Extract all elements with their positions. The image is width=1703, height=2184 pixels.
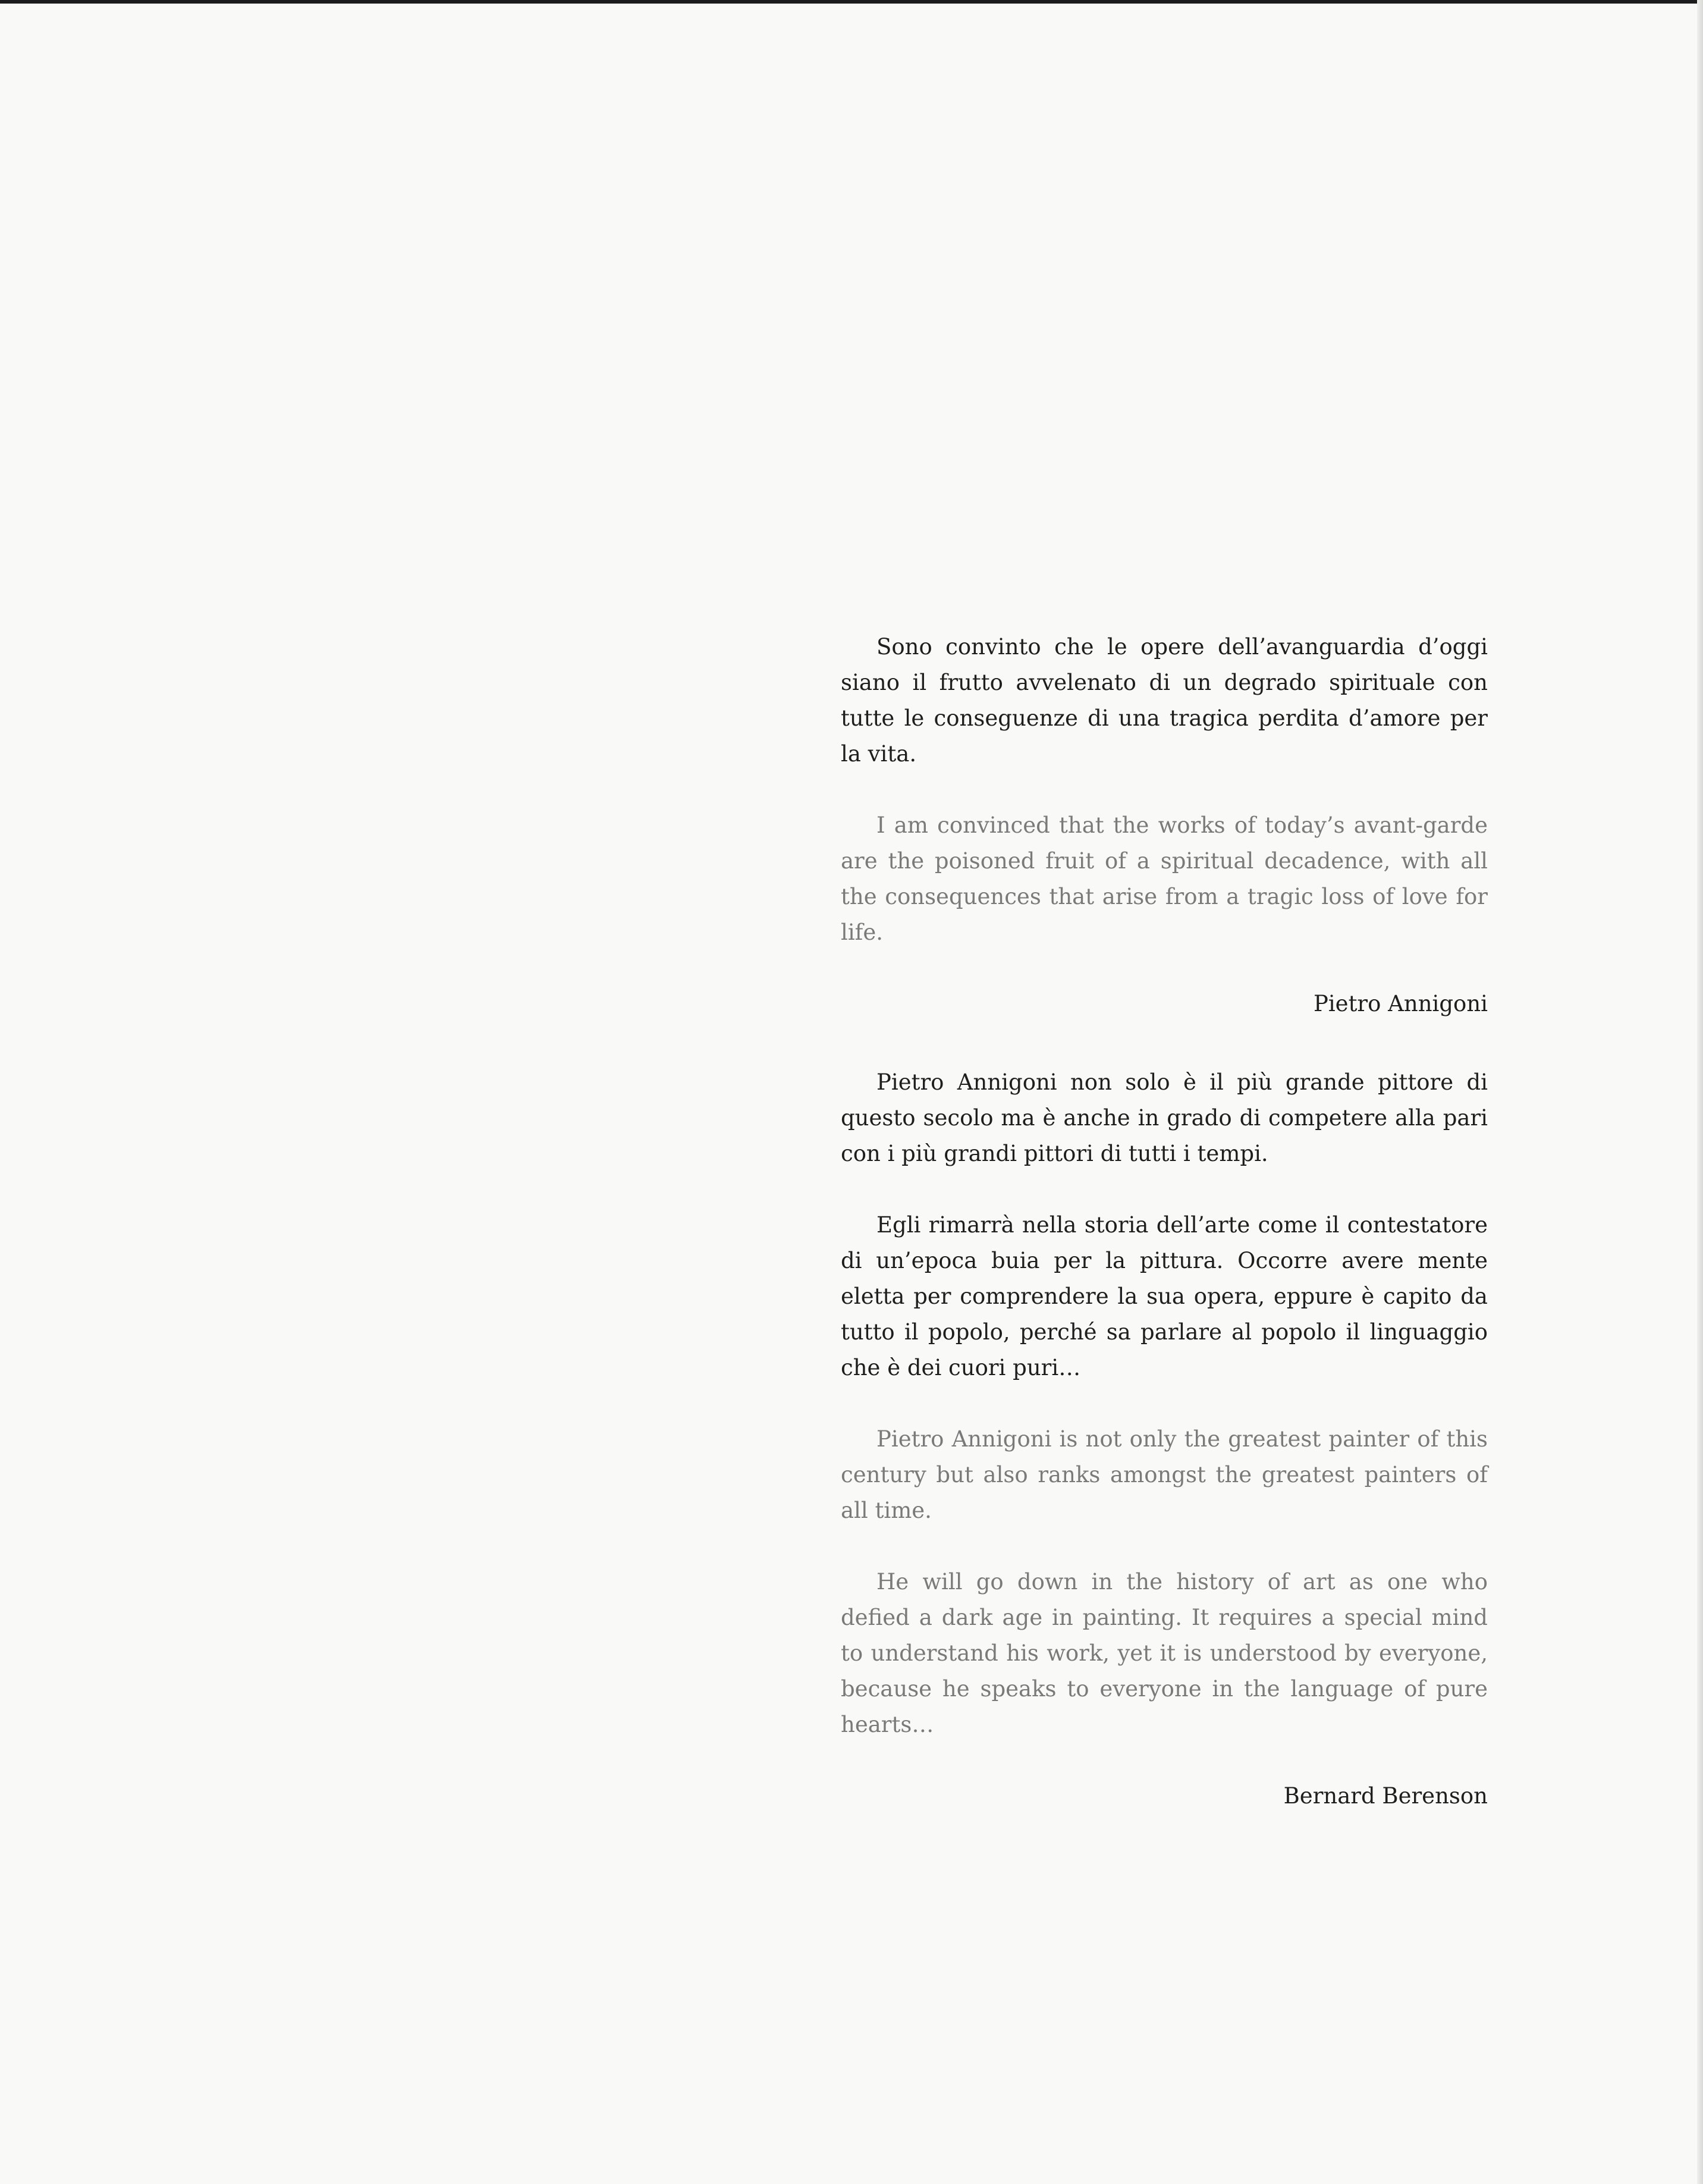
annigoni-quote-block [841, 629, 1488, 1022]
annigoni-quote-english: I am convinced that the works of today’s avant-garde are the poisoned fruit of a spiritual decadence, with all the consequences that arise from a tragic loss of love for life. [841, 812, 1488, 945]
berenson-quote-author: Bernard Berenson [1283, 1783, 1488, 1809]
page-right-edge [1697, 0, 1703, 2184]
berenson-quote-italian-2: Egli rimarrà nella storia dell’arte come il contestatore di un’epoca buia per la pittura. Occorre avere mente eletta per comprendere la sua opera, eppure è capito da tutto il popolo, perché sa parlare al popolo il linguaggio che è dei cuori puri… [841, 1212, 1488, 1380]
page-top-edge [0, 0, 1703, 4]
berenson-quote-block [841, 1065, 1488, 1814]
annigoni-quote-italian: Sono convinto che le opere dell’avanguardia d’oggi siano il frutto avvelenato di un degrado spirituale con tutte le conseguenze di una tragica perdita d’amore per la vita. [841, 634, 1488, 767]
berenson-quote-italian-1: Pietro Annigoni non solo è il più grande pittore di questo secolo ma è anche in grado di competere alla pari con i più grandi pittori di tutti i tempi. [841, 1069, 1488, 1166]
berenson-quote-english-1: Pietro Annigoni is not only the greatest painter of this century but also ranks amongst the greatest painters of all time. [841, 1426, 1488, 1523]
annigoni-quote-author: Pietro Annigoni [1313, 991, 1488, 1016]
berenson-quote-english-2: He will go down in the history of art as one who defied a dark age in painting. It requires a special mind to understand his work, yet it is understood by everyone, because he speaks to everyone in the language of pure hearts… [841, 1569, 1488, 1737]
